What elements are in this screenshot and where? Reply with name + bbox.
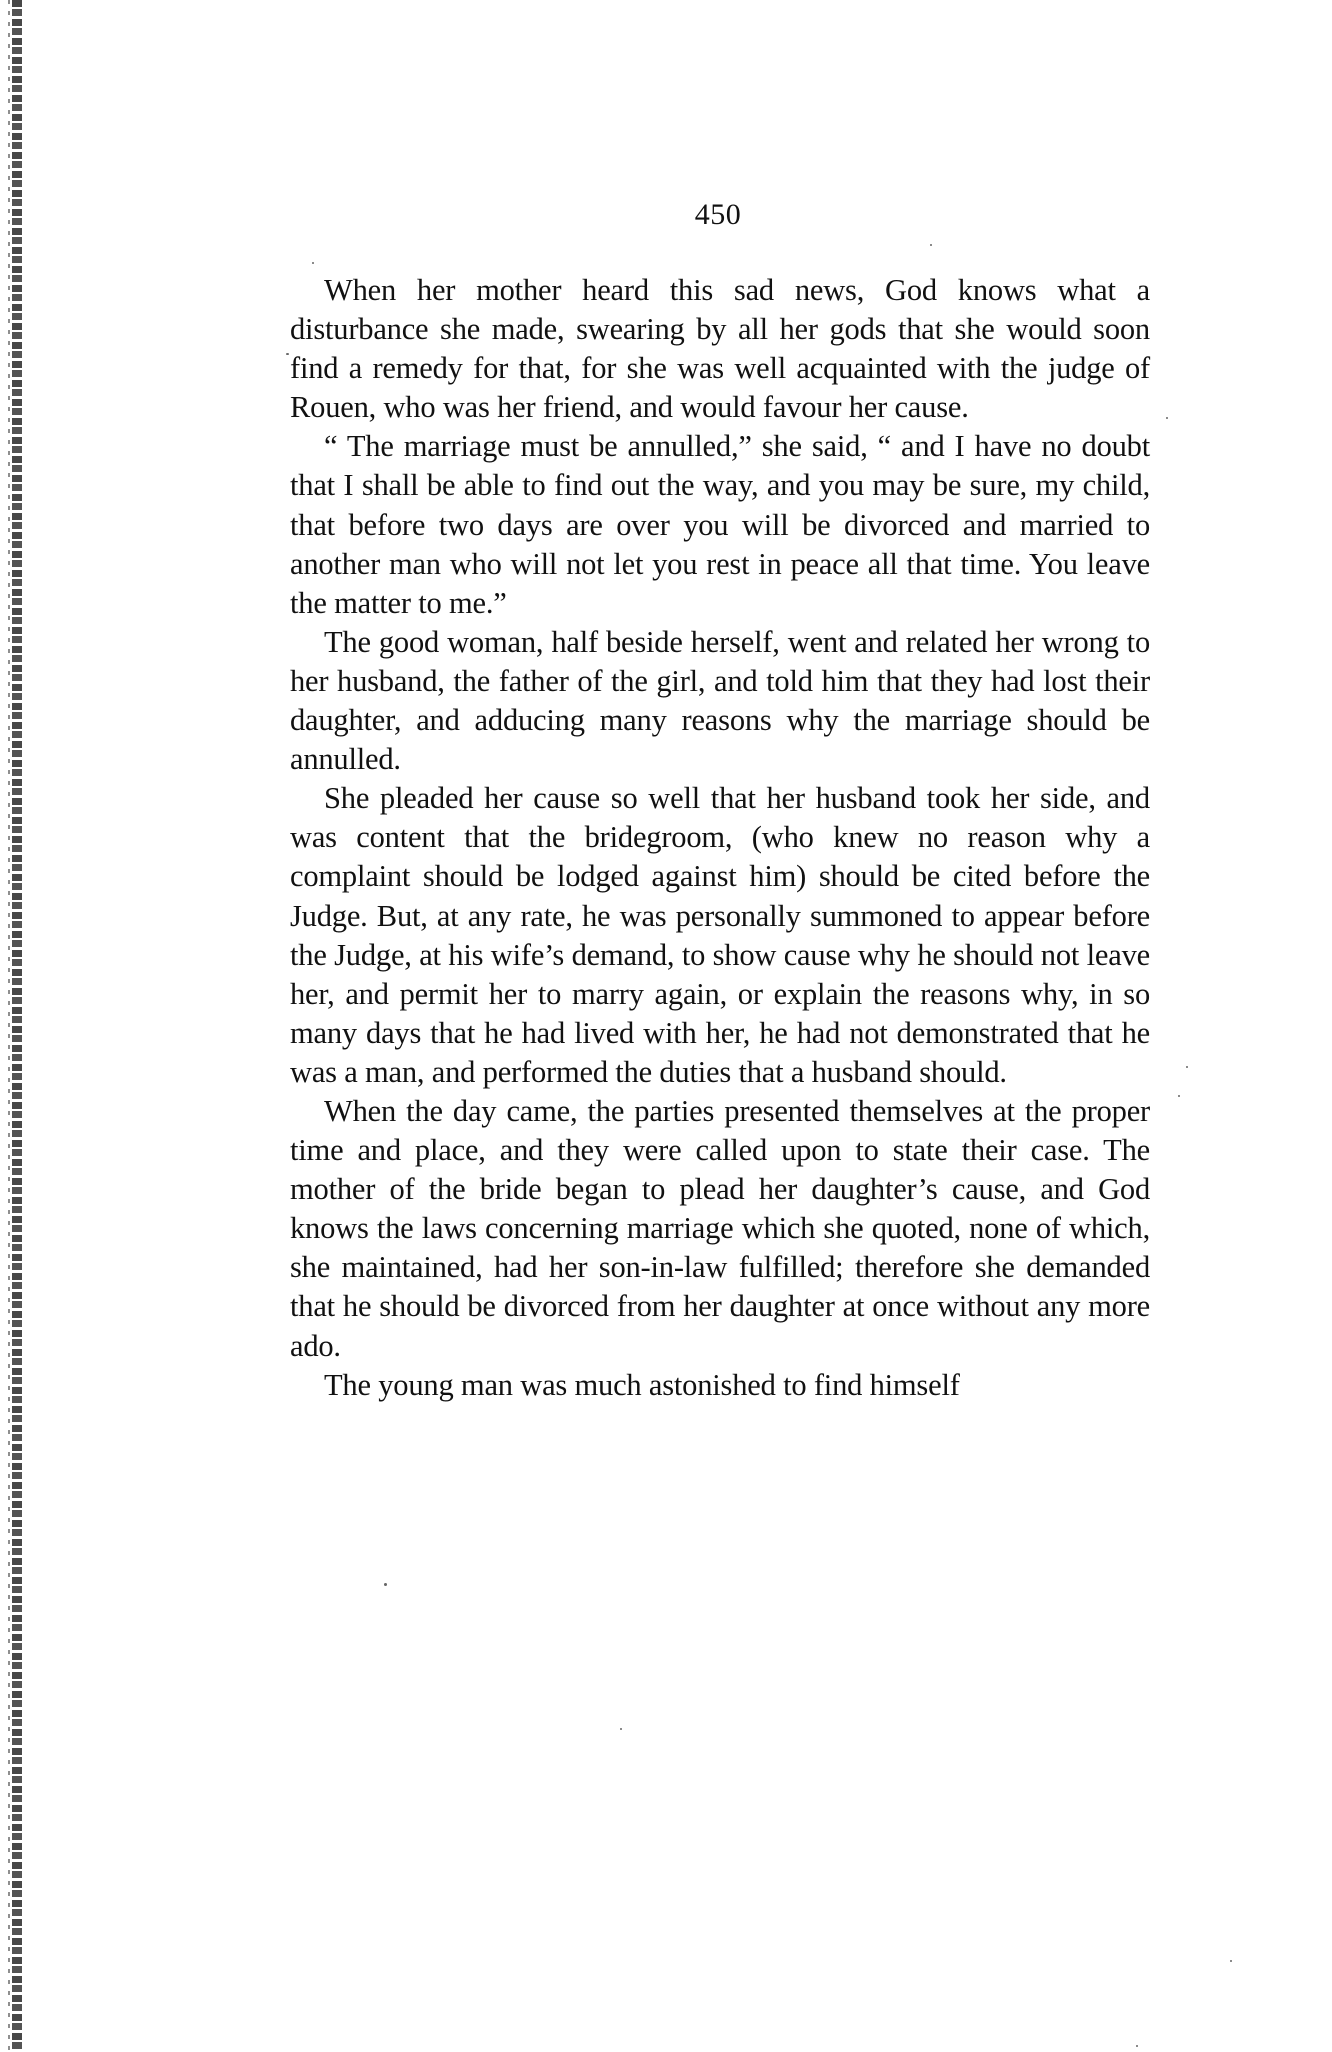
paragraph-young-man-astonished: The young man was much astonished to find himself: [324, 1367, 960, 1402]
paragraph-marriage-annulled-quote: “ The marriage must be annulled,” she said, “ and I have no doubt that I shall be able to find out the way, and you may be sure, my child, that before two days are over you will be divorced and married to another man who will not let you rest in peace all that time. You leave the matter to me.”: [290, 429, 1150, 620]
scan-speck: [286, 353, 289, 355]
scan-speck: [620, 1728, 622, 1730]
paragraph-mother-hears-news: When her mother heard this sad news, God knows what a disturbance she made, swearing by all her gods that she would soon find a remedy for that, for she was well acquainted with the judge of Rouen, who was her friend, and would favour her cause.: [290, 273, 1150, 425]
paragraph-day-came: When the day came, the parties presented themselves at the proper time and place, and they were called upon to state their case. The mother of the bride began to plead her daughter’s cause, and God knows the laws concerning marriage which she quoted, none of which, she maintained, had her son-in-law fulfilled; therefore she demanded that he should be divorced from her daughter at once without any more ado.: [290, 1093, 1150, 1363]
scanned-binding-edge: [12, 0, 22, 2052]
page-number: 450: [694, 198, 742, 231]
paragraph-she-pleaded: She pleaded her cause so well that her husband took her side, and was content that the bridegroom, (who knew no reason why a complaint should be lodged against him) should be cited before the Judge. But, at any rate, he was personally summoned to appear before the Judge, at his wife’s demand, to show cause why he should not leave her, and permit her to marry again, or explain the reasons why, in so many days that he had lived with her, he had not demonstrated that he was a man, and performed the duties that a husband should.: [290, 781, 1150, 1089]
scan-speck: [1186, 1066, 1188, 1068]
scan-speck: [930, 244, 932, 246]
paragraph-good-woman-relates: The good woman, half beside herself, went and related her wrong to her husband, the father of the girl, and told him that they had lost their daughter, and adducing many reasons why the marriage should be annulled.: [290, 624, 1150, 777]
scan-speck: [1230, 1960, 1232, 1962]
scan-speck: [312, 262, 314, 264]
page-body: [290, 271, 1150, 1405]
scan-speck: [384, 1583, 387, 1586]
scan-speck: [1166, 417, 1168, 419]
binding-shadow-thin: [8, 0, 10, 2052]
scan-speck: [1136, 2045, 1138, 2047]
scan-speck: [1178, 1095, 1180, 1097]
